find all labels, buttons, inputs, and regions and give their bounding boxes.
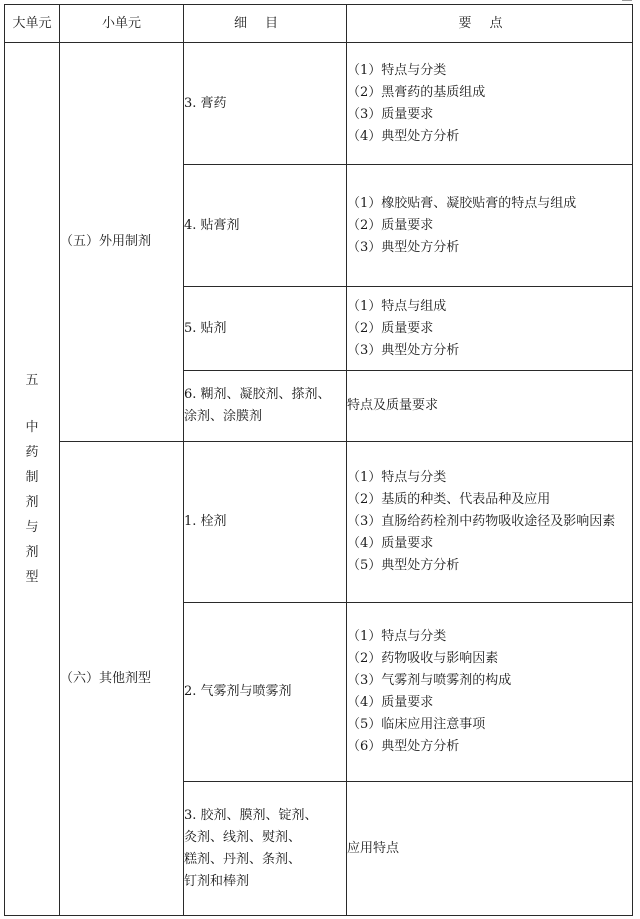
detail-line: 4. 贴膏剂 bbox=[184, 217, 240, 233]
point-item: （2）质量要求 bbox=[347, 320, 434, 336]
point-item: （6）典型处方分析 bbox=[347, 739, 460, 754]
point-item: （5）典型处方分析 bbox=[347, 558, 460, 573]
detail-line: 6. 糊剂、凝胶剂、搽剂、 bbox=[184, 387, 331, 402]
detail-line: 5. 贴剂 bbox=[184, 320, 227, 336]
point-item: （3）质量要求 bbox=[347, 106, 434, 122]
point-item: （2）基质的种类、代表品种及应用 bbox=[347, 492, 551, 507]
syllabus-table bbox=[4, 4, 633, 916]
points-cell bbox=[347, 371, 633, 442]
point-item: （1）橡胶贴膏、凝胶贴膏的特点与组成 bbox=[347, 195, 577, 211]
point-item: （1）特点与分类 bbox=[347, 470, 447, 485]
point-item: （4）典型处方分析 bbox=[347, 128, 460, 144]
big-unit-char: 制 bbox=[25, 470, 39, 485]
big-unit-char: 剂 bbox=[25, 495, 39, 510]
points-cell bbox=[347, 287, 633, 371]
big-unit-cell bbox=[5, 43, 60, 916]
points-cell bbox=[347, 603, 633, 782]
big-unit-char: 型 bbox=[25, 570, 39, 585]
detail-cell bbox=[184, 442, 347, 603]
point-item: （4）质量要求 bbox=[347, 536, 434, 551]
big-unit-char: 中 bbox=[25, 420, 39, 435]
point-item: （5）临床应用注意事项 bbox=[347, 717, 486, 732]
header-small-unit: 小单元 bbox=[60, 5, 184, 43]
big-unit-char: 与 bbox=[25, 520, 39, 535]
points-cell bbox=[347, 782, 633, 916]
detail-line: 糕剂、丹剂、条剂、 bbox=[184, 851, 302, 867]
big-unit-char: 药 bbox=[25, 445, 39, 460]
point-item: （3）典型处方分析 bbox=[347, 342, 460, 358]
detail-cell bbox=[184, 287, 347, 371]
detail-cell bbox=[184, 603, 347, 782]
point-item: （1）特点与组成 bbox=[347, 298, 447, 314]
point-item: （1）特点与分类 bbox=[347, 62, 447, 78]
table-row bbox=[5, 43, 633, 165]
header-points: 要点 bbox=[347, 5, 633, 43]
point-item: （4）质量要求 bbox=[347, 695, 434, 710]
big-unit-number: 五 bbox=[25, 373, 39, 388]
detail-line: 灸剂、线剂、熨剂、 bbox=[184, 829, 302, 845]
detail-cell bbox=[184, 165, 347, 287]
detail-cell bbox=[184, 371, 347, 442]
point-item: （1）特点与分类 bbox=[347, 629, 447, 644]
point-item: 应用特点 bbox=[347, 840, 400, 856]
detail-line: 3. 膏药 bbox=[184, 95, 227, 111]
point-item: （3）典型处方分析 bbox=[347, 239, 460, 255]
point-item: （3）气雾剂与喷雾剂的构成 bbox=[347, 673, 512, 688]
points-cell bbox=[347, 442, 633, 603]
points-cell bbox=[347, 43, 633, 165]
points-cell bbox=[347, 165, 633, 287]
big-unit-char: 剂 bbox=[25, 545, 39, 560]
corner-mark bbox=[622, 0, 632, 3]
small-unit-cell: （五）外用制剂 bbox=[60, 43, 184, 442]
detail-line: 1. 栓剂 bbox=[184, 514, 227, 529]
small-unit-cell: （六）其他剂型 bbox=[60, 442, 184, 916]
point-item: （2）质量要求 bbox=[347, 217, 434, 233]
header-big-unit: 大单元 bbox=[5, 5, 60, 43]
point-item: 特点及质量要求 bbox=[347, 398, 439, 413]
header-row bbox=[5, 5, 633, 43]
point-item: （2）黑膏药的基质组成 bbox=[347, 84, 486, 100]
point-item: （2）药物吸收与影响因素 bbox=[347, 651, 499, 666]
detail-line: 2. 气雾剂与喷雾剂 bbox=[184, 684, 292, 699]
detail-line: 3. 胶剂、膜剂、锭剂、 bbox=[184, 807, 318, 823]
detail-cell bbox=[184, 43, 347, 165]
header-detail: 细目 bbox=[184, 5, 347, 43]
point-item: （3）直肠给药栓剂中药物吸收途径及影响因素 bbox=[347, 514, 616, 529]
detail-line: 涂剂、涂膜剂 bbox=[184, 409, 263, 424]
detail-line: 钉剂和棒剂 bbox=[184, 873, 250, 889]
table-row bbox=[5, 442, 633, 603]
detail-cell bbox=[184, 782, 347, 916]
